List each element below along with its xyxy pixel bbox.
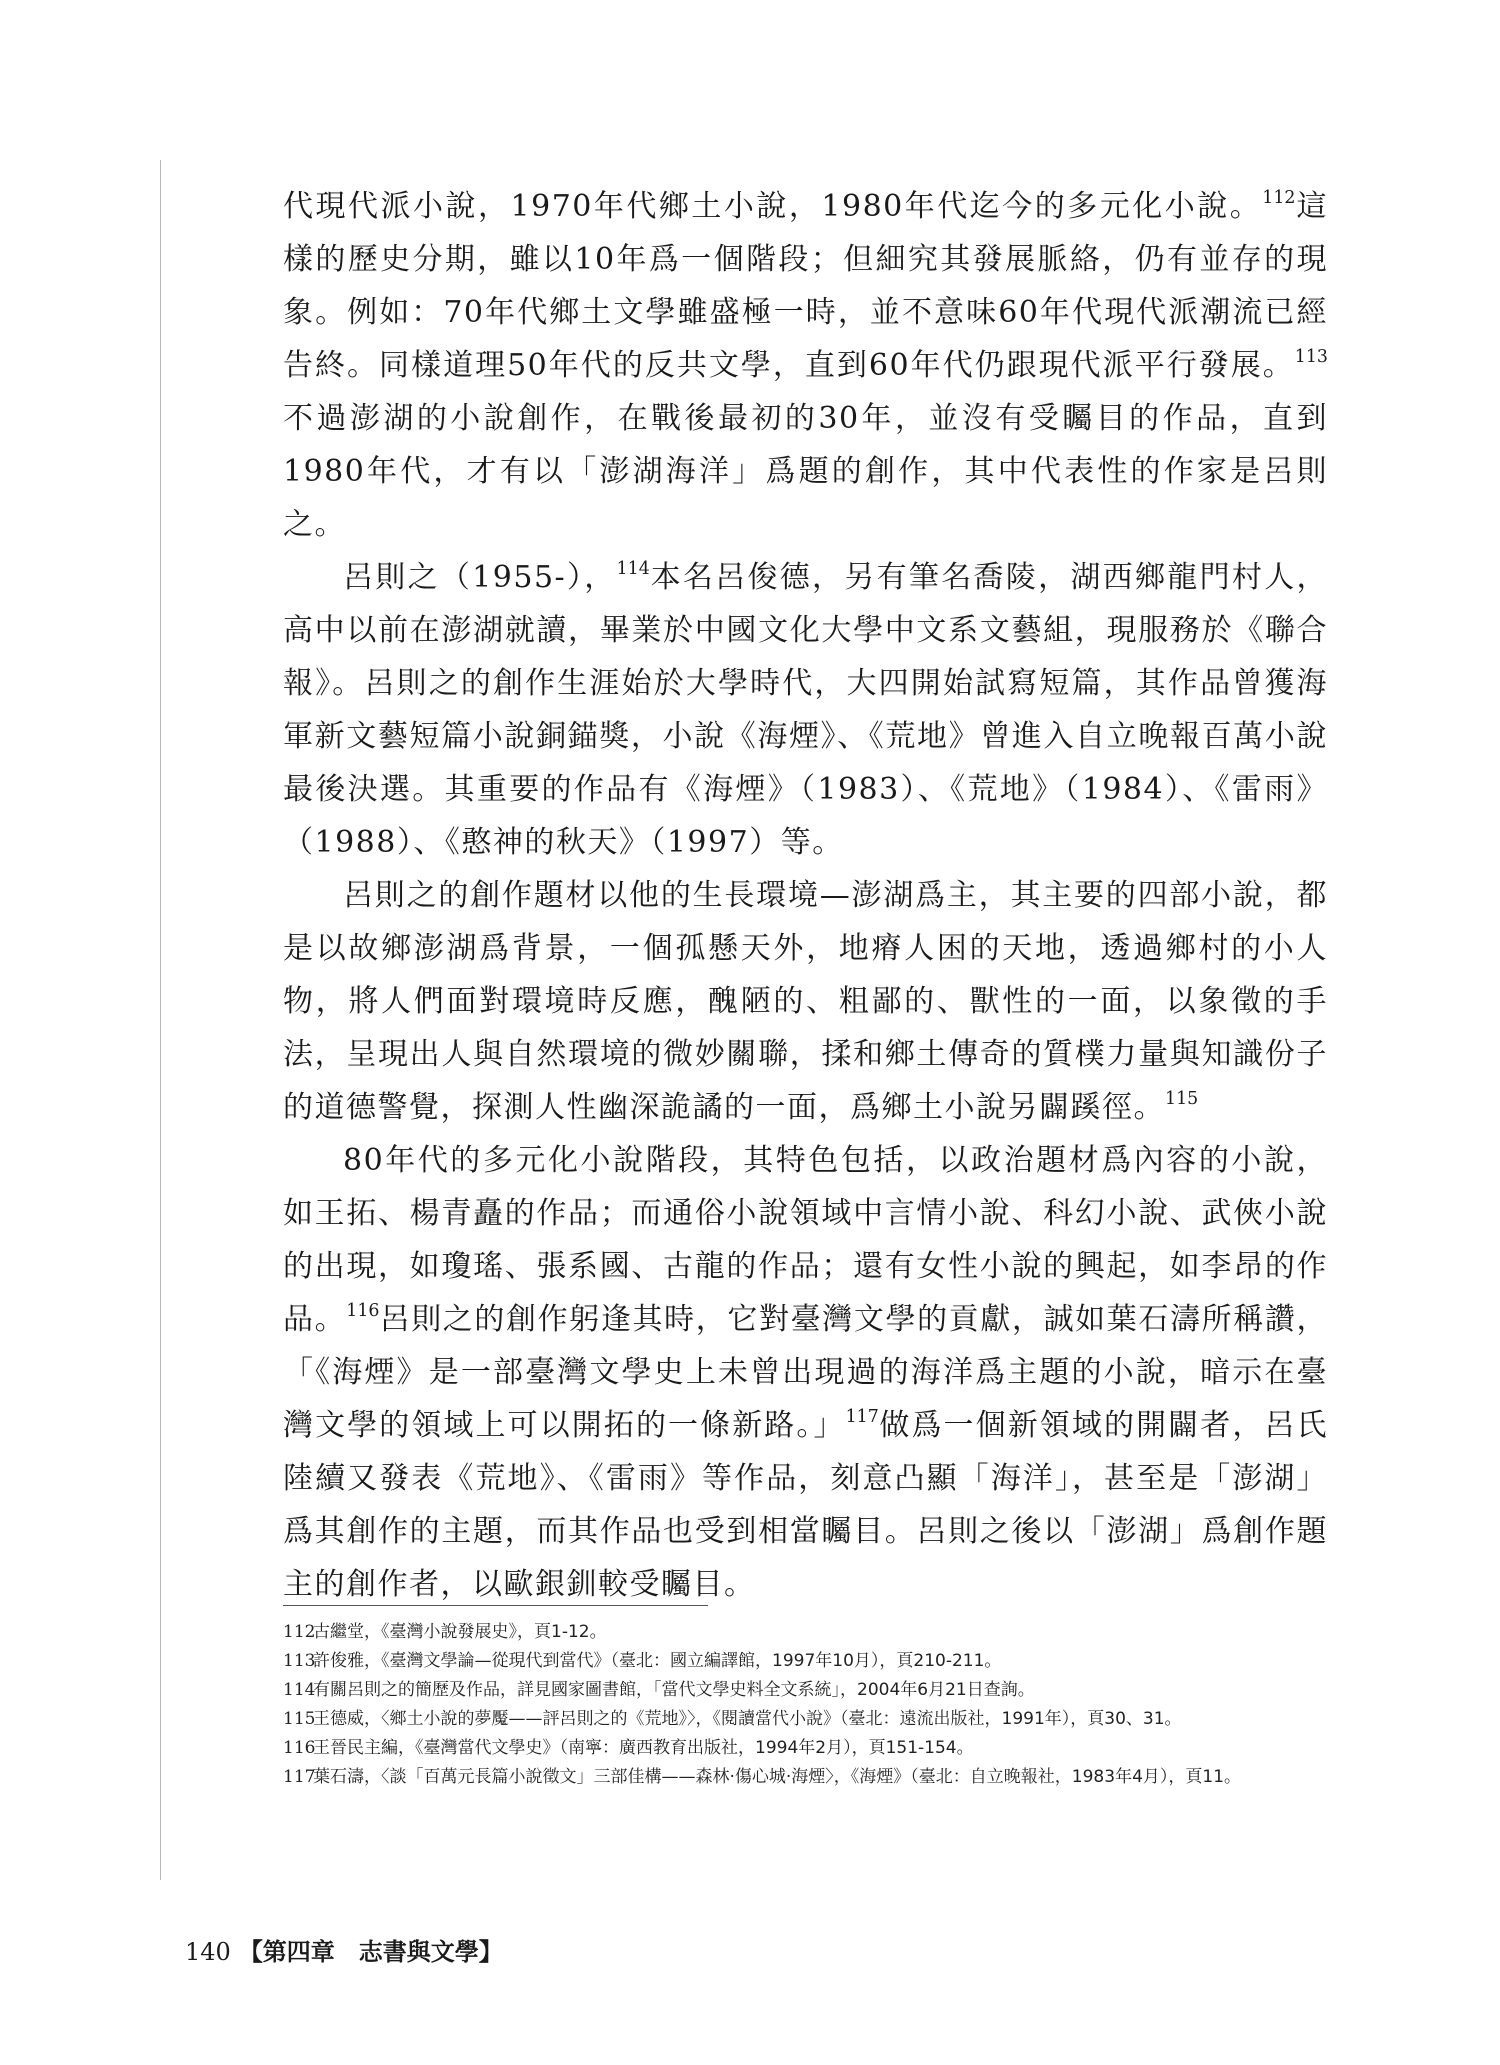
body-paragraph — [283, 180, 1328, 551]
paragraph-text: 呂則之（1955-）， — [343, 560, 617, 595]
body-paragraph — [283, 869, 1328, 1134]
body-text — [283, 180, 1328, 1611]
footnote-item — [283, 1705, 1328, 1734]
body-paragraph — [283, 551, 1328, 869]
footnote-reference[interactable]: 117 — [845, 1406, 879, 1427]
paragraph-text: 代現代派小說，1970年代鄉土小說，1980年代迄今的多元化小說。 — [283, 189, 1263, 224]
paragraph-text: 呂則之的創作題材以他的生長環境—澎湖爲主，其主要的四部小說，都是以故鄉澎湖爲背景，一個孤懸天外，地瘠人困的天地，透過鄉村的小人物，將人們面對環境時反應，醜陋的、粗鄙的、獸性的一面，以象徵的手法，呈現出人與自然環境的微妙關聯，揉和鄉土傳奇的質樸力量與知識份子的道德警覺，探測人性幽深詭譎的一面，爲鄉土小說另闢蹊徑。 — [283, 878, 1328, 1125]
footnote-number: 115 — [283, 1709, 316, 1729]
footnote-item — [283, 1647, 1328, 1676]
footnote-number: 116 — [283, 1738, 316, 1758]
paragraph-text: 這樣的歷史分期，雖以10年爲一個階段；但細究其發展脈絡，仍有並存的現象。例如：70年代鄉土文學雖盛極一時，並不意味60年代現代派潮流已經告終。同樣道理50年代的反共文學，直到60年代仍跟現代派平行發展。 — [283, 189, 1329, 383]
footnote-reference[interactable]: 115 — [1165, 1088, 1199, 1109]
body-paragraph — [283, 1134, 1328, 1611]
footnote-text: 許俊雅，《臺灣文學論—從現代到當代》（臺北：國立編譯館，1997年10月），頁210-211。 — [313, 1651, 1002, 1671]
paragraph-text: 不過澎湖的小說創作，在戰後最初的30年，並沒有受矚目的作品，直到1980年代，才有以「澎湖海洋」爲題的創作，其中代表性的作家是呂則之。 — [283, 401, 1328, 542]
footnote-reference[interactable]: 112 — [1262, 187, 1296, 208]
paragraph-text: 80年代的多元化小說階段，其特色包括，以政治題材爲內容的小說，如王拓、楊青矗的作品；而通俗小說領域中言情小說、科幻小說、武俠小說的出現，如瓊瑤、張系國、古龍的作品；還有女性小說的興起，如李昂的作品。 — [283, 1143, 1328, 1337]
margin-rule — [160, 160, 161, 1880]
footnote-reference[interactable]: 113 — [1294, 346, 1328, 367]
paragraph-text: 本名呂俊德，另有筆名喬陵，湖西鄉龍門村人，高中以前在澎湖就讀，畢業於中國文化大學中文系文藝組，現服務於《聯合報》。呂則之的創作生涯始於大學時代，大四開始試寫短篇，其作品曾獲海軍新文藝短篇小說銅錨獎，小說《海煙》、《荒地》曾進入自立晚報百萬小說最後決選。其重要的作品有《海煙》（1983）、《荒地》（1984）、《雷雨》（1988）、《憨神的秋天》（1997）等。 — [283, 560, 1328, 860]
footnote-reference[interactable]: 116 — [346, 1300, 380, 1321]
footnotes — [283, 1618, 1328, 1792]
paragraph-text: 呂則之的創作躬逢其時，它對臺灣文學的貢獻，誠如葉石濤所稱讚，「《海煙》是一部臺灣文學史上未曾出現過的海洋爲主題的小說，暗示在臺灣文學的領域上可以開拓的一條新路。」 — [283, 1302, 1329, 1443]
footnote-number: 114 — [283, 1680, 316, 1700]
footnote-text: 王晉民主編，《臺灣當代文學史》（南寧：廣西教育出版社，1994年2月），頁151-154。 — [313, 1738, 974, 1758]
footnote-number: 112 — [283, 1622, 316, 1642]
chapter-title: 【第四章 志書與文學】 — [238, 1937, 503, 1966]
footnote-item — [283, 1676, 1328, 1705]
page-footer — [185, 1932, 503, 1967]
footnote-text: 王德威，〈鄉土小說的夢魘——評呂則之的《荒地》〉，《閱讀當代小說》（臺北：遠流出版社，1991年），頁30、31。 — [313, 1709, 1182, 1729]
footnote-item — [283, 1734, 1328, 1763]
footnote-divider — [283, 1605, 708, 1606]
footnote-item — [283, 1618, 1328, 1647]
footnote-reference[interactable]: 114 — [616, 558, 650, 579]
footnote-number: 113 — [283, 1651, 316, 1671]
footnote-text: 有關呂則之的簡歷及作品，詳見國家圖書館，「當代文學史料全文系統」，2004年6月21日查詢。 — [313, 1680, 1035, 1700]
footnote-text: 葉石濤，〈談「百萬元長篇小說徵文」三部佳構——森林‧傷心城‧海煙〉，《海煙》（臺北：自立晚報社，1983年4月），頁11。 — [313, 1767, 1242, 1787]
paragraph-text: 做爲一個新領域的開闢者，呂氏陸續又發表《荒地》、《雷雨》等作品，刻意凸顯「海洋」，甚至是「澎湖」爲其創作的主題，而其作品也受到相當矚目。呂則之後以「澎湖」爲創作題主的創作者，以歐銀釧較受矚目。 — [283, 1408, 1329, 1602]
footnote-text: 古繼堂，《臺灣小說發展史》，頁1-12。 — [313, 1622, 607, 1642]
footnote-item — [283, 1763, 1328, 1792]
footnote-number: 117 — [283, 1767, 316, 1787]
page-number: 140 — [185, 1938, 231, 1966]
